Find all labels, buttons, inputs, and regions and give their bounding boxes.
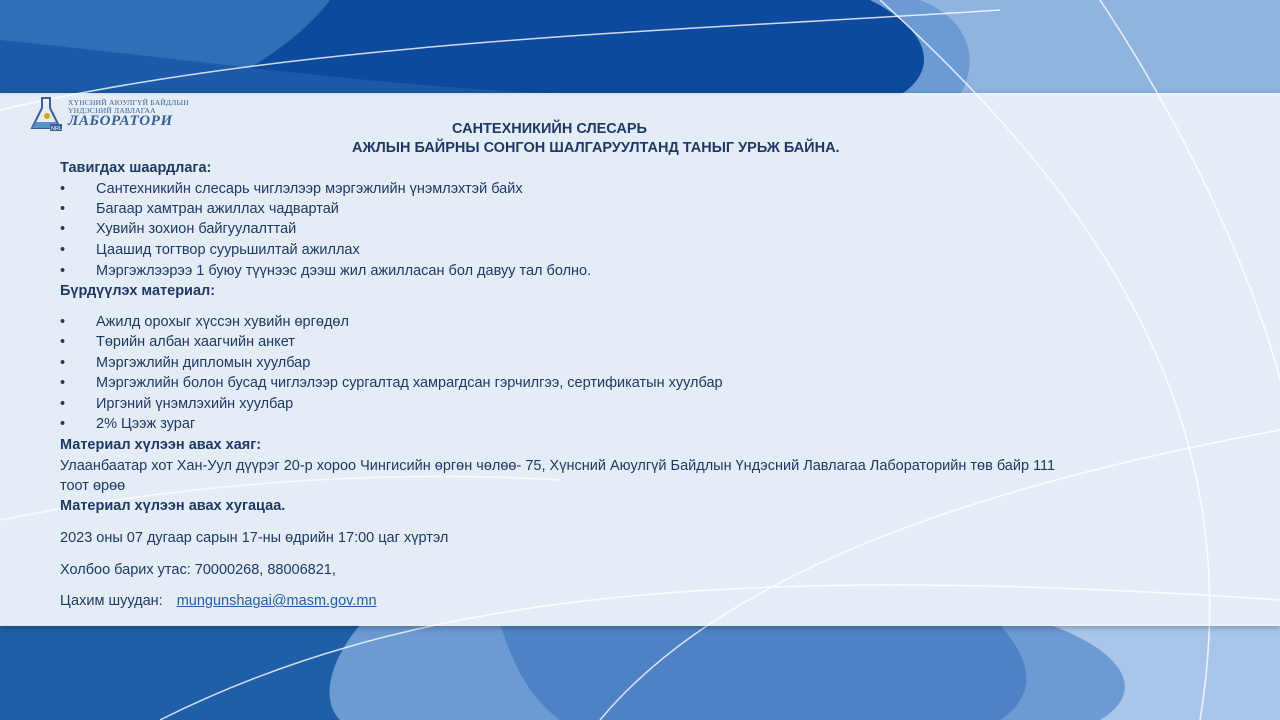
contact-phone: Холбоо барих утас: 70000268, 88006821, — [60, 562, 336, 578]
material-label: Ажилд орохыг хүссэн хувийн өргөдөл — [96, 314, 349, 330]
bullet: • — [60, 263, 66, 279]
bullet: • — [60, 355, 66, 371]
logo-badge: NRL — [51, 126, 63, 132]
requirement-label: Цаашид тогтвор суурьшилтай ажиллах — [96, 242, 360, 258]
email-link[interactable]: mungunshagai@masm.gov.mn — [176, 593, 377, 609]
deadline-heading: Материал хүлээн авах хугацаа. — [60, 498, 286, 514]
material-label: Мэргэжлийн дипломын хуулбар — [96, 355, 311, 371]
requirement-label: Багаар хамтран ажиллах чадвартай — [96, 201, 339, 217]
materials-heading: Бүрдүүлэх материал: — [60, 283, 216, 299]
title-line-1: САНТЕХНИКИЙН СЛЕСАРЬ — [452, 121, 647, 137]
requirement-label: Хувийн зохион байгуулалттай — [96, 221, 297, 237]
deadline-text: 2023 оны 07 дугаар сарын 17-ны өдрийн 17:00 цаг хүртэл — [60, 530, 449, 546]
bullet: • — [60, 201, 66, 217]
bullet: • — [60, 181, 66, 197]
bullet: • — [60, 375, 66, 391]
logo-line-3: ЛАБОРАТОРИ — [68, 113, 173, 129]
address-heading: Материал хүлээн авах хаяг: — [60, 437, 262, 453]
material-label: Иргэний үнэмлэхийн хуулбар — [96, 396, 294, 412]
address-line-1: Улаанбаатар хот Хан-Уул дүүрэг 20-р хороо Чингисийн өргөн чөлөө- 75, Хүнсний Аюулгүй Байдлын Үндэсний Лавлагаа Лабораторийн төв байр 111 — [60, 458, 1056, 474]
logo-line-1: ХҮНСНИЙ АЮУЛГҮЙ БАЙДЛЫН — [68, 98, 189, 107]
bullet: • — [60, 314, 66, 330]
bullet: • — [60, 221, 66, 237]
material-label: 2% Цээж зураг — [96, 416, 196, 432]
requirement-label: Мэргэжлээрээ 1 буюу түүнээс дээш жил ажилласан бол давуу тал болно. — [96, 263, 592, 279]
logo-line-2: ҮНДЭСНИЙ ЛАВЛАГАА — [68, 106, 156, 115]
bullet: • — [60, 396, 66, 412]
bullet: • — [60, 416, 66, 432]
title-line-2: АЖЛЫН БАЙРНЫ СОНГОН ШАЛГАРУУЛТАНД ТАНЫГ УРЬЖ БАЙНА. — [352, 140, 840, 156]
bullet: • — [60, 334, 66, 350]
address-line-2: тоот өрөө — [60, 478, 126, 494]
requirement-label: Сантехникийн слесарь чиглэлээр мэргэжлийн үнэмлэхтэй байх — [96, 181, 523, 197]
flask-icon — [30, 96, 64, 132]
material-label: Мэргэжлийн болон бусад чиглэлээр сургалтад хамрагдсан гэрчилгээ, сертификатын хуулбар — [96, 375, 723, 391]
contact-email-row — [60, 593, 377, 609]
lab-logo — [30, 96, 190, 132]
bullet: • — [60, 242, 66, 258]
email-label: Цахим шуудан: — [60, 593, 163, 609]
requirements-heading: Тавигдах шаардлага: — [60, 160, 212, 176]
material-label: Төрийн албан хаагчийн анкет — [96, 334, 295, 350]
